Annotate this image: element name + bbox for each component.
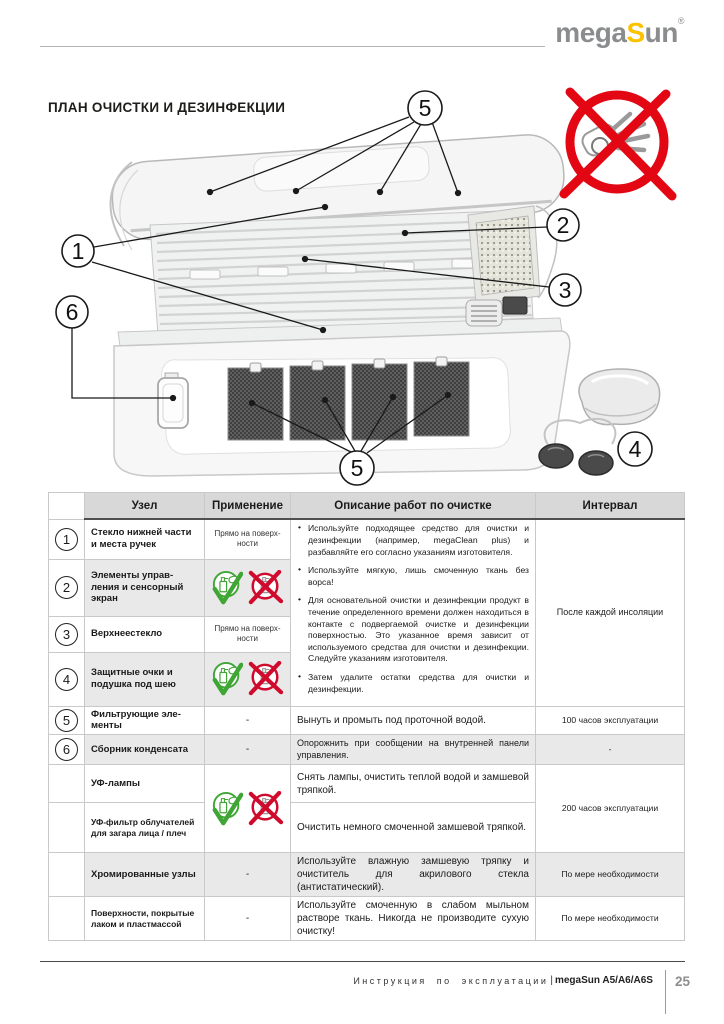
application-cell: -: [205, 735, 291, 765]
interval-cell: 100 часов эксплуатации: [536, 706, 685, 735]
svg-text:5: 5: [350, 455, 364, 481]
node-cell: Фильтрующие эле-менты: [85, 706, 205, 735]
col-header-interval: Интервал: [536, 493, 685, 520]
registered-mark-icon: ®: [677, 16, 684, 26]
table-row: [49, 519, 685, 559]
cleaning-plan-table: [48, 492, 685, 941]
description-cell: Очистить немного смоченной замшевой тряпкой.: [291, 803, 536, 853]
application-cell: -: [205, 853, 291, 897]
row-number-spacer: [49, 897, 85, 941]
row-number-spacer: [49, 765, 85, 803]
page-title: ПЛАН ОЧИСТКИ И ДЕЗИНФЕКЦИИ: [48, 100, 286, 115]
node-cell: Защитные очки и подушка под шею: [85, 652, 205, 706]
interval-cell: По мере необходимости: [536, 853, 685, 897]
svg-text:4: 4: [628, 436, 642, 462]
row-number-badge: 5: [55, 709, 78, 732]
row-number-spacer: [49, 853, 85, 897]
table-row: [49, 706, 685, 735]
callout-1: [62, 235, 94, 267]
footer-rule: [40, 961, 685, 962]
svg-text:5: 5: [418, 95, 432, 121]
spray-on-cloth-allowed-icon: [211, 568, 243, 608]
table-row: [49, 765, 685, 803]
row-number-cell: [49, 735, 85, 765]
description-cell: Вынуть и промыть под проточной водой.: [291, 706, 536, 735]
facial-tanner: [468, 206, 557, 304]
interval-cell: После каждой инсоляции: [536, 519, 685, 706]
description-cell: Используйте смоченную в слабом мыльном растворе ткань. Никогда не производите сухую очистку!: [291, 897, 536, 941]
no-jewelry-prohibition-icon: [564, 92, 672, 196]
cleaning-instructions-list: [297, 523, 529, 695]
interval-cell: -: [536, 735, 685, 765]
footer: [353, 970, 690, 1014]
col-header-application: Применение: [205, 493, 291, 520]
list-item: • Для основательной очистки и дезинфекции продукт в течение определенного времени должен находиться в контакте с подвергаемой очистке и дезинфекции поверхностью. Это указанное время зависит от используемого средства для очистки и дезинфекции. Следуйте указаниям изготовителя.: [308, 595, 529, 665]
row-number-cell: [49, 519, 85, 559]
node-cell: Стекло нижней части и места ручек: [85, 519, 205, 559]
node-cell: Верхнеестекло: [85, 616, 205, 652]
list-item: • Затем удалите остатки средства для очистки и дезинфекции.: [308, 672, 529, 695]
row-number-cell: [49, 559, 85, 616]
neck-pillow-illustration: [579, 369, 660, 425]
application-cell: -: [205, 897, 291, 941]
callout-4: [618, 432, 652, 466]
svg-text:2: 2: [556, 212, 570, 238]
footer-model-label: megaSun A5/A6/A6S: [554, 975, 653, 986]
row-number-cell: [49, 652, 85, 706]
interval-cell: По мере необходимости: [536, 897, 685, 941]
row-number-spacer: [49, 803, 85, 853]
table-row: [49, 897, 685, 941]
table-row: [49, 853, 685, 897]
direct-spray-prohibited-icon: [248, 570, 284, 606]
row-number-badge: 2: [55, 576, 78, 599]
application-cell: Прямо на поверх-ности: [205, 616, 291, 652]
table-header-row: [49, 493, 685, 520]
footer-divider: [665, 970, 666, 1014]
list-item: • Используйте мягкую, лишь смоченную ткань без ворса!: [308, 565, 529, 588]
callout-6: [56, 296, 88, 328]
description-cell: Снять лампы, очистить теплой водой и замшевой тряпкой.: [291, 765, 536, 803]
callout-2: [547, 209, 579, 241]
application-cell: -: [205, 706, 291, 735]
table-row: [49, 735, 685, 765]
header-spacer: [49, 493, 85, 520]
col-header-node: Узел: [85, 493, 205, 520]
interval-cell: 200 часов эксплуатации: [536, 765, 685, 853]
application-cell: [205, 765, 291, 853]
logo-part2: un: [644, 17, 678, 48]
svg-text:6: 6: [65, 299, 79, 325]
spray-on-cloth-allowed-icon: [211, 659, 243, 699]
list-item: • Используйте подходящее средство для очистки и дезинфекции (например, megaClean plus) и разбавляйте его согласно указаниям изготовителя.: [308, 523, 529, 558]
application-cell: [205, 652, 291, 706]
row-number-badge: 1: [55, 528, 78, 551]
direct-spray-prohibited-icon: [248, 791, 284, 827]
node-cell: УФ-лампы: [85, 765, 205, 803]
footer-separator: |: [550, 975, 553, 986]
row-number-badge: 3: [55, 623, 78, 646]
logo-part1: mega: [555, 17, 627, 48]
description-cell: [291, 519, 536, 706]
application-cell: Прямо на поверх-ности: [205, 519, 291, 559]
application-cell: [205, 559, 291, 616]
footer-manual-label: Инструкция по эксплуатации: [353, 976, 549, 986]
brand-logo: [555, 16, 684, 49]
description-cell: Опорожнить при сообщении на внутренней панели управления.: [291, 735, 536, 765]
node-cell: Сборник конденсата: [85, 735, 205, 765]
header-rule: [40, 46, 545, 47]
row-number-cell: [49, 616, 85, 652]
node-cell: УФ-фильтр облучателей для загара лица / плеч: [85, 803, 205, 853]
footer-page-number: 25: [674, 974, 690, 989]
node-cell: Поверхности, покрытые лаком и пластмассой: [85, 897, 205, 941]
callout-3: [549, 274, 581, 306]
direct-spray-prohibited-icon: [248, 661, 284, 697]
svg-text:1: 1: [71, 238, 85, 264]
logo-accent: S: [626, 17, 645, 48]
node-cell: Элементы управ-ления и сенсорный экран: [85, 559, 205, 616]
row-number-badge: 4: [55, 668, 78, 691]
svg-text:3: 3: [558, 277, 572, 303]
node-cell: Хромированные узлы: [85, 853, 205, 897]
col-header-description: Описание работ по очистке: [291, 493, 536, 520]
tanning-bed-diagram: [0, 85, 724, 495]
row-number-badge: 6: [55, 738, 78, 761]
description-cell: Используйте влажную замшевую тряпку и очиститель для акрилового стекла (антистатический).: [291, 853, 536, 897]
callout-5-top: [408, 91, 442, 125]
callout-5-bottom: [340, 451, 374, 485]
spray-on-cloth-allowed-icon: [211, 789, 243, 829]
row-number-cell: [49, 706, 85, 735]
